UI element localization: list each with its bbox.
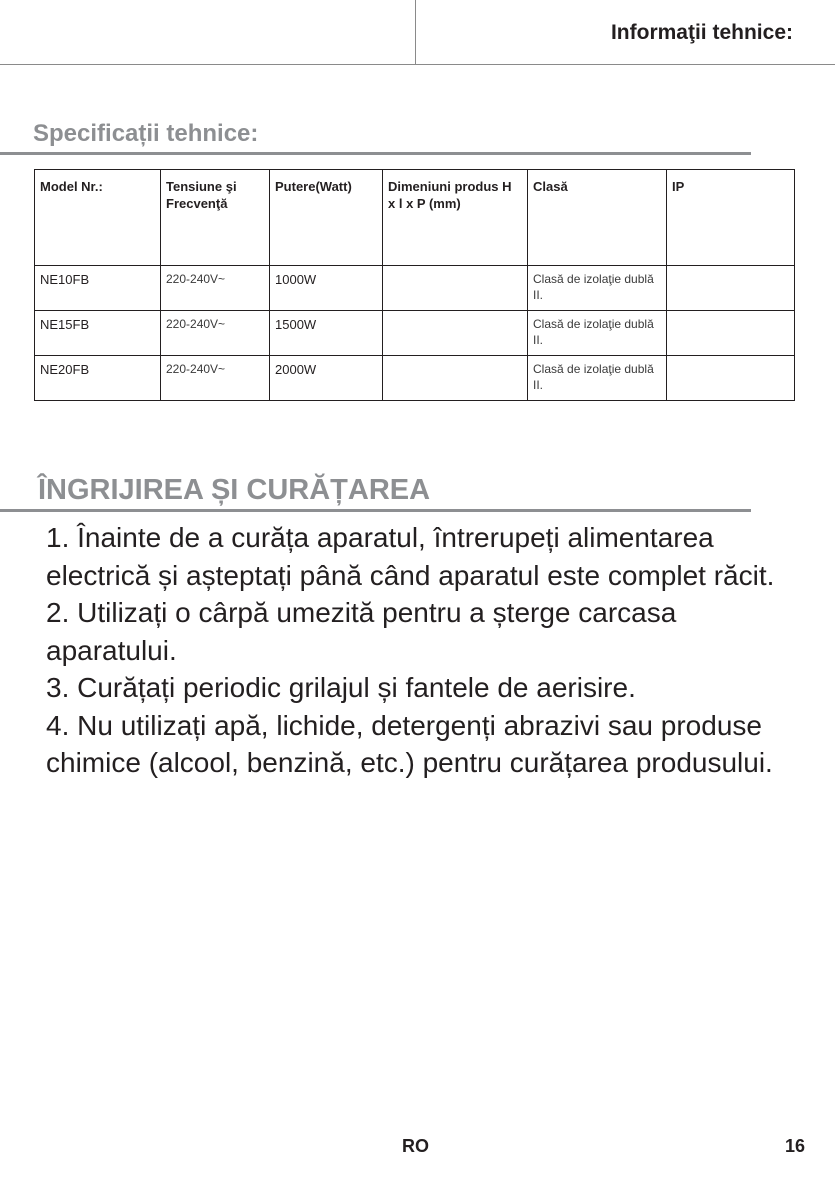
table-row bbox=[35, 356, 795, 401]
cell-dimensions bbox=[383, 311, 528, 356]
care-item-1: 1. Înainte de a curăța aparatul, întrerupeți alimentarea electrică și așteptați până când aparatul este complet răcit. bbox=[46, 522, 775, 591]
cell-voltage: 220-240V~ bbox=[161, 356, 270, 401]
footer-page-number: 16 bbox=[785, 1136, 806, 1156]
column-header-model: Model Nr.: bbox=[35, 170, 161, 266]
specs-table-header-row bbox=[35, 170, 795, 266]
cell-model: NE10FB bbox=[35, 266, 161, 311]
care-section-title: ÎNGRIJIREA ȘI CURĂȚAREA bbox=[38, 474, 431, 506]
cell-voltage: 220-240V~ bbox=[161, 266, 270, 311]
specs-section-title: Specificații tehnice: bbox=[33, 120, 259, 147]
cell-model: NE15FB bbox=[35, 311, 161, 356]
column-header-voltage: Tensiune şi Frecvenţă bbox=[161, 170, 270, 266]
header-rule bbox=[0, 64, 835, 65]
header-divider bbox=[415, 0, 416, 65]
cell-class: Clasă de izolaţie dublă II. bbox=[528, 266, 667, 311]
specs-section-rule bbox=[0, 152, 751, 155]
care-item-2: 2. Utilizați o cârpă umezită pentru a șterge carcasa aparatului. bbox=[46, 597, 677, 666]
cell-ip bbox=[667, 266, 795, 311]
cell-model: NE20FB bbox=[35, 356, 161, 401]
cell-dimensions bbox=[383, 266, 528, 311]
column-header-ip: IP bbox=[667, 170, 795, 266]
care-section-rule bbox=[0, 509, 751, 512]
column-header-dimensions: Dimeniuni produs H x l x P (mm) bbox=[383, 170, 528, 266]
column-header-class: Clasă bbox=[528, 170, 667, 266]
cell-power: 1000W bbox=[270, 266, 383, 311]
cell-power: 1500W bbox=[270, 311, 383, 356]
cell-class: Clasă de izolaţie dublă II. bbox=[528, 311, 667, 356]
specs-table bbox=[34, 169, 795, 401]
care-item-3: 3. Curățați periodic grilajul și fantele de aerisire. bbox=[46, 672, 636, 703]
page-header-title: Informaţii tehnice: bbox=[610, 21, 793, 44]
table-row bbox=[35, 311, 795, 356]
cell-class: Clasă de izolaţie dublă II. bbox=[528, 356, 667, 401]
cell-ip bbox=[667, 356, 795, 401]
cell-dimensions bbox=[383, 356, 528, 401]
cell-ip bbox=[667, 311, 795, 356]
footer-language: RO bbox=[402, 1136, 429, 1156]
care-item-4: 4. Nu utilizați apă, lichide, detergenți abrazivi sau produse chimice (alcool, benzină, etc.) pentru curățarea produsului. bbox=[46, 709, 773, 778]
care-instructions bbox=[46, 519, 806, 782]
column-header-power: Putere(Watt) bbox=[270, 170, 383, 266]
cell-power: 2000W bbox=[270, 356, 383, 401]
table-row bbox=[35, 266, 795, 311]
cell-voltage: 220-240V~ bbox=[161, 311, 270, 356]
